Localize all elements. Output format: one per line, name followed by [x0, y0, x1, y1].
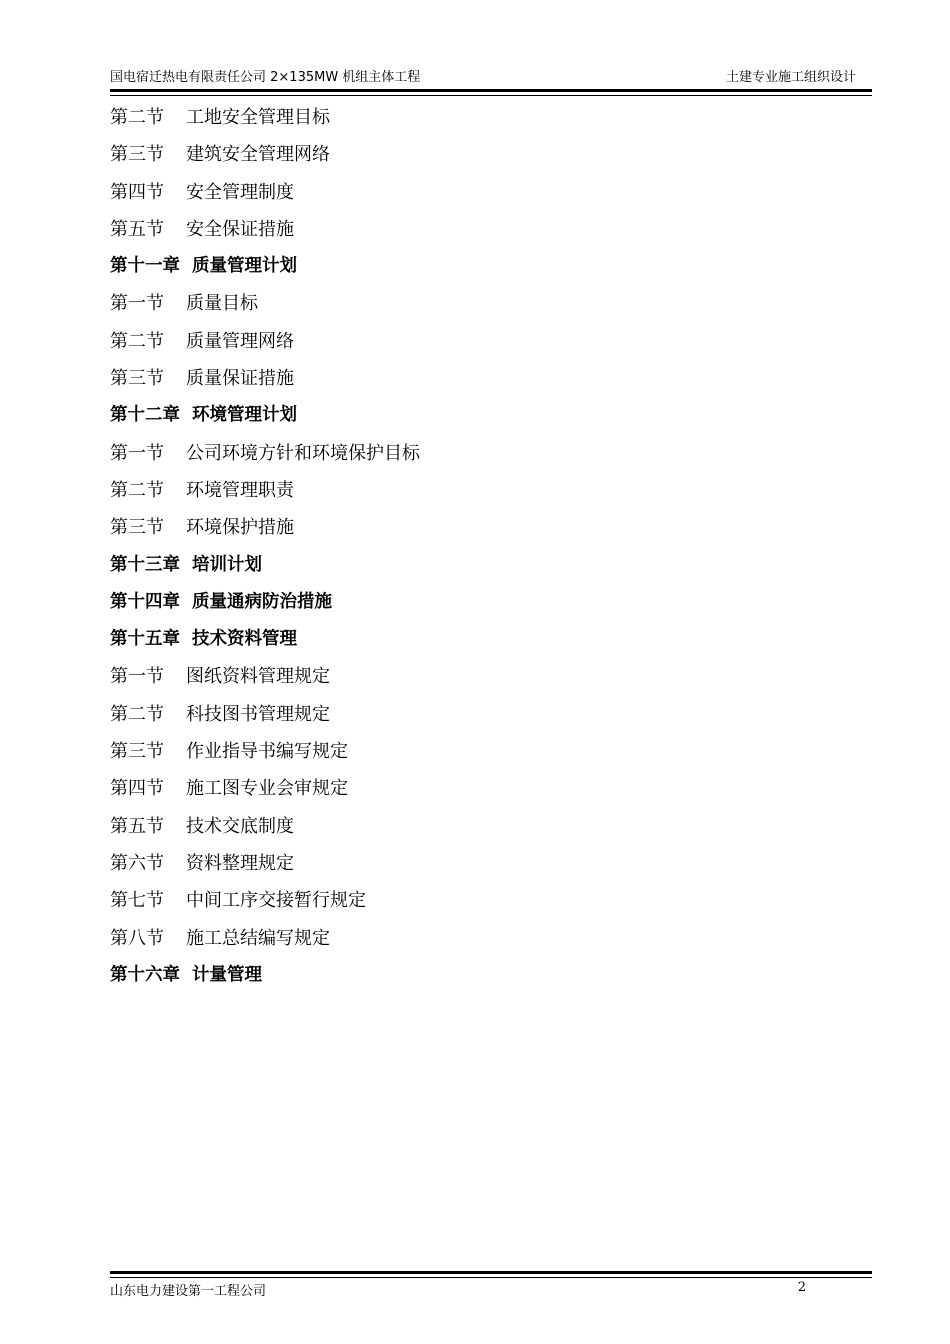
toc-chapter-entry	[110, 397, 850, 434]
footer-rule-thick	[110, 1271, 872, 1274]
toc-chapter-entry	[110, 547, 850, 584]
section-title: 建筑安全管理网络	[186, 144, 330, 166]
section-title: 施工总结编写规定	[186, 927, 330, 949]
chapter-number: 第十六章	[110, 964, 180, 985]
toc-section-entry	[110, 211, 850, 248]
chapter-number: 第十三章	[110, 554, 180, 575]
chapter-number: 第十二章	[110, 405, 180, 426]
section-title: 资料整理规定	[186, 852, 294, 874]
chapter-title: 计量管理	[192, 964, 262, 985]
toc-chapter-entry	[110, 584, 850, 621]
section-title: 质量目标	[186, 293, 258, 315]
section-number: 第四节	[110, 778, 164, 800]
section-title: 安全管理制度	[186, 181, 294, 203]
section-title: 质量管理网络	[186, 330, 294, 352]
toc-section-entry	[110, 285, 850, 322]
section-title: 安全保证措施	[186, 218, 294, 240]
header-document-title: 土建专业施工组织设计	[725, 70, 856, 85]
toc-section-entry	[110, 920, 850, 957]
toc-section-entry	[110, 882, 850, 919]
section-title: 图纸资料管理规定	[186, 666, 330, 688]
chapter-title: 培训计划	[192, 554, 262, 575]
section-title: 环境管理职责	[186, 479, 294, 501]
page-number: 2	[797, 1280, 806, 1295]
footer-company: 山东电力建设第一工程公司	[110, 1284, 267, 1299]
section-number: 第五节	[110, 218, 164, 240]
section-title: 施工图专业会审规定	[186, 778, 348, 800]
section-number: 第二节	[110, 330, 164, 352]
chapter-title: 质量管理计划	[192, 256, 297, 277]
table-of-contents	[110, 99, 850, 994]
section-number: 第二节	[110, 107, 164, 128]
chapter-number: 第十四章	[110, 591, 180, 612]
section-title: 科技图书管理规定	[186, 703, 330, 725]
section-number: 第一节	[110, 666, 164, 688]
section-title: 技术交底制度	[186, 815, 294, 837]
section-number: 第三节	[110, 741, 164, 763]
chapter-title: 技术资料管理	[192, 629, 297, 650]
section-title: 中间工序交接暂行规定	[186, 890, 366, 912]
toc-section-entry	[110, 99, 850, 136]
toc-section-entry	[110, 770, 850, 807]
toc-section-entry	[110, 509, 850, 546]
toc-section-entry	[110, 733, 850, 770]
chapter-title: 质量通病防治措施	[192, 591, 332, 612]
section-number: 第四节	[110, 181, 164, 203]
toc-section-entry	[110, 174, 850, 211]
toc-section-entry	[110, 845, 850, 882]
toc-section-entry	[110, 658, 850, 695]
section-title: 公司环境方针和环境保护目标	[186, 442, 420, 464]
toc-chapter-entry	[110, 248, 850, 285]
toc-section-entry	[110, 136, 850, 173]
section-title: 质量保证措施	[186, 368, 294, 390]
header-rule-thin	[110, 95, 872, 96]
section-number: 第三节	[110, 368, 164, 390]
section-number: 第二节	[110, 479, 164, 501]
toc-section-entry	[110, 360, 850, 397]
section-title: 工地安全管理目标	[186, 107, 330, 128]
section-title: 环境保护措施	[186, 517, 294, 539]
toc-section-entry	[110, 472, 850, 509]
toc-section-entry	[110, 435, 850, 472]
section-number: 第八节	[110, 927, 164, 949]
section-number: 第一节	[110, 293, 164, 315]
toc-chapter-entry	[110, 621, 850, 658]
section-number: 第六节	[110, 852, 164, 874]
toc-section-entry	[110, 696, 850, 733]
footer-rule-thin	[110, 1277, 872, 1278]
chapter-number: 第十一章	[110, 256, 180, 277]
section-number: 第三节	[110, 144, 164, 166]
section-number: 第一节	[110, 442, 164, 464]
chapter-number: 第十五章	[110, 629, 180, 650]
section-number: 第七节	[110, 890, 164, 912]
header-rule-thick	[110, 89, 872, 92]
toc-section-entry	[110, 808, 850, 845]
header-project-title: 国电宿迁热电有限责任公司 2×135MW 机组主体工程	[110, 70, 421, 85]
section-number: 第二节	[110, 703, 164, 725]
section-number: 第三节	[110, 517, 164, 539]
section-number: 第五节	[110, 815, 164, 837]
chapter-title: 环境管理计划	[192, 405, 297, 426]
section-title: 作业指导书编写规定	[186, 741, 348, 763]
toc-chapter-entry	[110, 957, 850, 994]
toc-section-entry	[110, 323, 850, 360]
